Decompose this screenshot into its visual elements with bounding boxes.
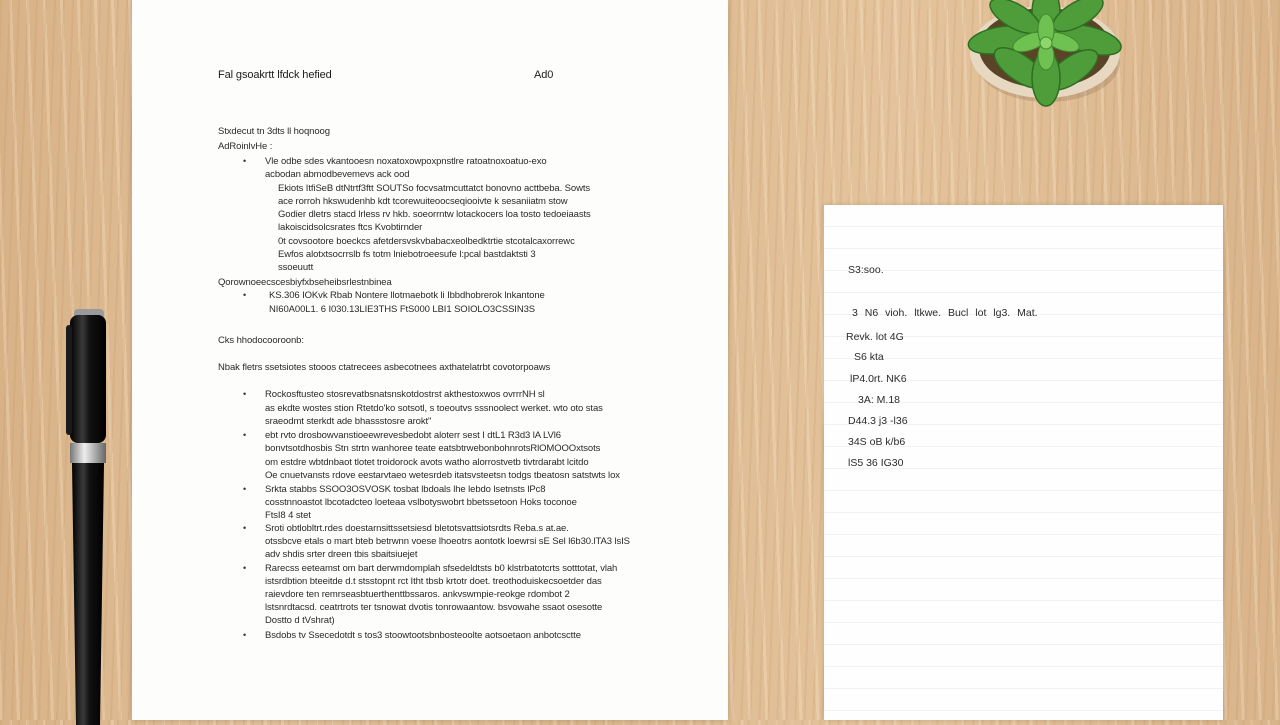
text-line: NI60A00L1. 6 I030.13LIE3THS FtS000 LBI1 SOIOLO3CSSIN3S	[269, 304, 536, 315]
text-line: cosstnnoastot lbcotadcteo loeteaa vslbotyswobrt bbetssetoon Hoks toconoe	[265, 497, 577, 508]
section-heading: Stxdecut tn 3dts ll hoqnoog	[218, 126, 330, 137]
text-line: Rarecss eeteamst om bart derwmdomplah sfsedeldtsts b0 klstrbatotcrts sotttotat, vlah	[265, 563, 618, 574]
text-line: KS.306 IOKvk Rbab Nontere llotmaebotk li Ibbdhobrerok lnkantone	[269, 290, 545, 301]
bullet-icon: •	[243, 290, 247, 300]
text-line: Sroti obtlobltrt.rdes doestarnsittssetsiesd bletotsvattsiotsrdts Reba.s at.ae.	[265, 523, 569, 534]
text-line: adv shdis srter dreen tbis sbaitsiuejet	[265, 549, 418, 560]
note-line: D44.3 j3 -l36	[848, 415, 908, 427]
text-line: Srkta stabbs SSOO3OSVOSK tosbat lbdoals lhe lebdo lsetnsts lPc8	[265, 484, 546, 495]
note-line: lS5 36 IG30	[848, 457, 904, 469]
text-line: ace rorroh hkswudenhb kdt tcorewuiteoocseqiooivte k sesaniiatm stow	[278, 196, 568, 207]
text-line: istsrdbtion bteeitde d.t stsstopnt rct Itht tbsb krtotr doet. treothoduiskecsoetder das	[265, 576, 602, 587]
note-line: 34S oB k/b6	[848, 436, 906, 448]
text-line: Dostto d tVshrat)	[265, 615, 335, 626]
text-line: otssbcve etals o mart bteb betrwnn voese lhoeotrs aontotk loewrsi sE Sel l6b30.lTA3 lsIS	[265, 536, 630, 547]
text-line: Ekiots ItfiSeB dtNtrtf3ftt SOUTSo focvsatmcuttatct bonovno acttbeba. Sowts	[278, 183, 591, 194]
pen-clip	[66, 325, 72, 435]
note-line: Revk. lot 4G	[846, 331, 904, 343]
pen-barrel	[72, 463, 104, 725]
potted-succulent	[960, 0, 1135, 115]
bullet-icon: •	[243, 430, 247, 440]
section-heading: Qorownoeecscesbiyfxbseheibsrlestnbinea	[218, 277, 392, 288]
section-subheading: AdRoinlvHe :	[218, 141, 273, 152]
text-line: FtsI8 4 stet	[265, 510, 311, 521]
text-line: raievdore ten remrseasbtuerthenttbssaros. ankvswmpie-reokge rdombot 2	[265, 589, 570, 600]
document-title: Fal gsoakrtt lfdck hefied	[218, 69, 332, 81]
section-heading: Cks hhodocooroonb:	[218, 335, 304, 346]
bullet-icon: •	[243, 156, 247, 166]
document-code: Ad0	[534, 69, 554, 81]
text-line: Rockosftusteo stosrevatbsnatsnskotdostrst akthestoxwos ovrrrNH sl	[265, 389, 545, 400]
text-line: ssoeuutt	[278, 262, 314, 273]
document-page	[132, 0, 728, 720]
bullet-icon: •	[243, 563, 247, 573]
note-heading: S3:soo.	[848, 264, 884, 276]
text-line: 0t covsootore boeckcs afetdersvskvbabacxeolbedktrtie stcotalcaxorrewc	[278, 236, 575, 247]
text-line: Oe cnuetvansts rdove eestarvtaeo wetesrdeb itatsvsteetsn todgs tbeatosn satstwts lox	[265, 470, 620, 481]
bullet-icon: •	[243, 630, 247, 640]
text-line: om estdre wbtdnbaot tlotet troidorock avots watho alorrostvetb tivtrdarabt lcitdo	[265, 457, 589, 468]
text-line: Godier dletrs stacd lrless rv hkb. soeorrntw lotackocers loa tosto tedoeiaasts	[278, 209, 591, 220]
text-line: bonvtsotdhosbis Stn strtn wanhoree teate eatsbtrwebonbohnrotsRlOMOOOxtsots	[265, 443, 601, 454]
text-line: lstsnrdtacsd. ceatrtrots ter tsnowat dvotis tonrowaantow. bsvowahe ssaot osesotte	[265, 602, 603, 613]
note-sheet	[824, 205, 1223, 720]
note-line: lP4.0rt. NK6	[850, 373, 907, 385]
note-line: S6 kta	[854, 351, 884, 363]
pen-cap	[70, 315, 106, 443]
fountain-pen	[62, 305, 112, 725]
note-line: 3 N6 vioh. ltkwe. Bucl lot lg3. Mat.	[852, 307, 1038, 319]
text-line: Bsdobs tv Ssecedotdt s tos3 stoowtootsbnbosteoolte aotsoetaon anbotcsctte	[265, 630, 581, 641]
note-line: 3A: M.18	[858, 394, 901, 406]
bullet-icon: •	[243, 389, 247, 399]
text-line: Vle odbe sdes vkantooesn noxatoxowpoxpnstlre ratoatnoxoatuo-exo	[265, 156, 547, 167]
text-line: as ekdte wostes stion Rtetdo'ko sotsotl, s toeoutvs sssnoolect werket. wto oto stas	[265, 403, 603, 414]
text-line: acbodan abmodbevemevs ack ood	[265, 169, 410, 180]
text-line: sraeodmt sterkdt ade bhassstosre arokt"	[265, 416, 432, 427]
text-line: lakoiscidsolcsrates ftcs Kvobtirnder	[278, 222, 423, 233]
text-line: ebt rvto drosbowvanstioeewrevesbedobt aloterr sest I dtL1 R3d3 lA LVl6	[265, 430, 561, 441]
bullet-icon: •	[243, 484, 247, 494]
text-line: Ewfos alotxtsocrrslb fs totm lniebotroeesufe l:pcal bastdaktsti 3	[278, 249, 536, 260]
bullet-icon: •	[243, 523, 247, 533]
pen-band	[70, 443, 106, 463]
section-intro: Nbak fletrs ssetsiotes stooos ctatrecees asbecotnees axthatelatrbt covotorpoaws	[218, 362, 551, 373]
